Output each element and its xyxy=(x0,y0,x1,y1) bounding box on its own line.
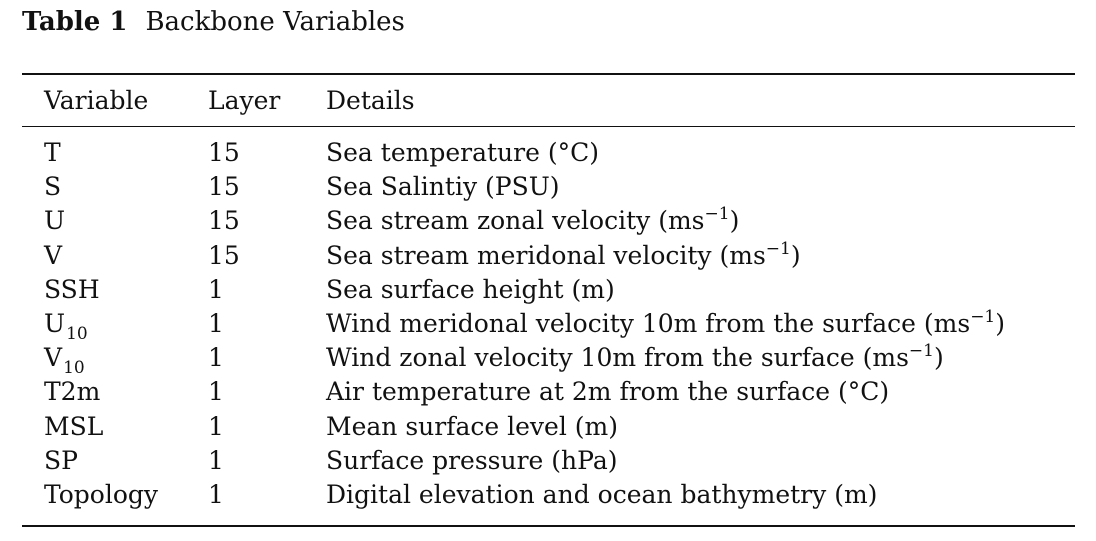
variable-subscript: 10 xyxy=(63,358,85,379)
unit-text: (ms xyxy=(862,343,909,373)
details-text: Wind zonal velocity 10m from the surface xyxy=(326,343,863,373)
table-row xyxy=(0,410,1096,444)
table-row xyxy=(0,444,1096,478)
variable-symbol: V xyxy=(44,343,63,373)
variable-symbol: T2m xyxy=(44,377,101,407)
details-text: Surface pressure (hPa) xyxy=(326,445,618,475)
cell-layer: 1 xyxy=(208,445,224,475)
variable-symbol: S xyxy=(44,172,62,202)
header-variable: Variable xyxy=(44,86,149,115)
cell-details xyxy=(326,273,615,307)
cell-layer: 1 xyxy=(208,274,224,304)
cell-details xyxy=(326,307,1005,344)
unit-close: ) xyxy=(995,309,1006,338)
cell-details xyxy=(326,410,618,444)
cell-variable xyxy=(44,444,78,478)
table-row xyxy=(0,136,1096,170)
details-text: Mean surface level (m) xyxy=(326,411,618,441)
header-rule xyxy=(22,126,1075,127)
variable-symbol: T xyxy=(44,138,61,167)
unit-superscript: −1 xyxy=(970,307,996,327)
variable-symbol: Topology xyxy=(44,480,159,509)
cell-layer: 1 xyxy=(208,377,224,407)
variable-symbol: U xyxy=(44,206,66,236)
variable-symbol: MSL xyxy=(44,411,104,441)
variable-symbol: U xyxy=(44,309,66,338)
cell-layer: 15 xyxy=(208,240,240,270)
cell-layer: 15 xyxy=(208,138,240,167)
cell-variable xyxy=(44,307,88,344)
variable-symbol: V xyxy=(44,240,63,270)
cell-variable xyxy=(44,170,61,204)
cell-details xyxy=(326,478,877,512)
table-row xyxy=(0,273,1096,307)
cell-layer: 15 xyxy=(208,172,240,202)
unit-close: ) xyxy=(729,206,740,236)
cell-layer: 1 xyxy=(208,480,224,509)
details-text: Sea stream meridonal velocity xyxy=(326,240,720,270)
cell-layer: 15 xyxy=(208,206,240,236)
cell-variable xyxy=(44,410,103,444)
unit-superscript: −1 xyxy=(765,238,791,259)
table-row xyxy=(0,170,1096,204)
cell-details xyxy=(326,444,618,478)
unit-text: (ms xyxy=(719,240,766,270)
table-row xyxy=(0,341,1096,379)
cell-details xyxy=(326,375,889,409)
cell-layer: 1 xyxy=(208,343,224,373)
top-rule xyxy=(22,73,1075,75)
unit-text: (ms xyxy=(658,206,705,236)
cell-variable xyxy=(44,341,85,378)
unit-text: (ms xyxy=(923,309,971,338)
cell-details xyxy=(326,136,599,170)
cell-details xyxy=(326,170,560,204)
variable-symbol: SSH xyxy=(44,274,100,304)
header-layer: Layer xyxy=(208,86,281,115)
cell-details xyxy=(326,204,739,241)
unit-close: ) xyxy=(933,343,944,373)
cell-variable xyxy=(44,375,100,409)
cell-details xyxy=(326,239,801,276)
table-row xyxy=(0,204,1096,238)
variable-symbol: SP xyxy=(44,445,78,475)
details-text: Sea temperature (°C) xyxy=(326,138,599,167)
unit-superscript: −1 xyxy=(908,341,934,362)
header-details: Details xyxy=(326,86,415,115)
table-caption xyxy=(22,4,405,40)
cell-variable xyxy=(44,239,62,273)
details-text: Sea Salintiy (PSU) xyxy=(326,172,560,202)
details-text: Digital elevation and ocean bathymetry (m) xyxy=(326,480,878,509)
table-row xyxy=(0,239,1096,273)
details-text: Sea surface height (m) xyxy=(326,274,615,304)
cell-variable xyxy=(44,273,100,307)
table-row xyxy=(0,307,1096,344)
details-text: Wind meridonal velocity 10m from the surface xyxy=(326,309,924,338)
cell-variable xyxy=(44,478,158,512)
cell-variable xyxy=(44,136,61,170)
table-row xyxy=(0,375,1096,409)
table-number: Table 1 xyxy=(22,7,128,37)
cell-layer: 1 xyxy=(208,411,224,441)
details-text: Air temperature at 2m from the surface (°C) xyxy=(326,377,890,407)
variable-subscript: 10 xyxy=(66,324,88,344)
details-text: Sea stream zonal velocity xyxy=(326,206,659,236)
table-title: Backbone Variables xyxy=(145,7,405,37)
cell-layer: 1 xyxy=(208,309,224,338)
unit-superscript: −1 xyxy=(704,204,730,225)
unit-close: ) xyxy=(790,240,801,270)
bottom-rule xyxy=(22,525,1075,527)
cell-details xyxy=(326,341,944,378)
table-row xyxy=(0,478,1096,512)
cell-variable xyxy=(44,204,65,238)
